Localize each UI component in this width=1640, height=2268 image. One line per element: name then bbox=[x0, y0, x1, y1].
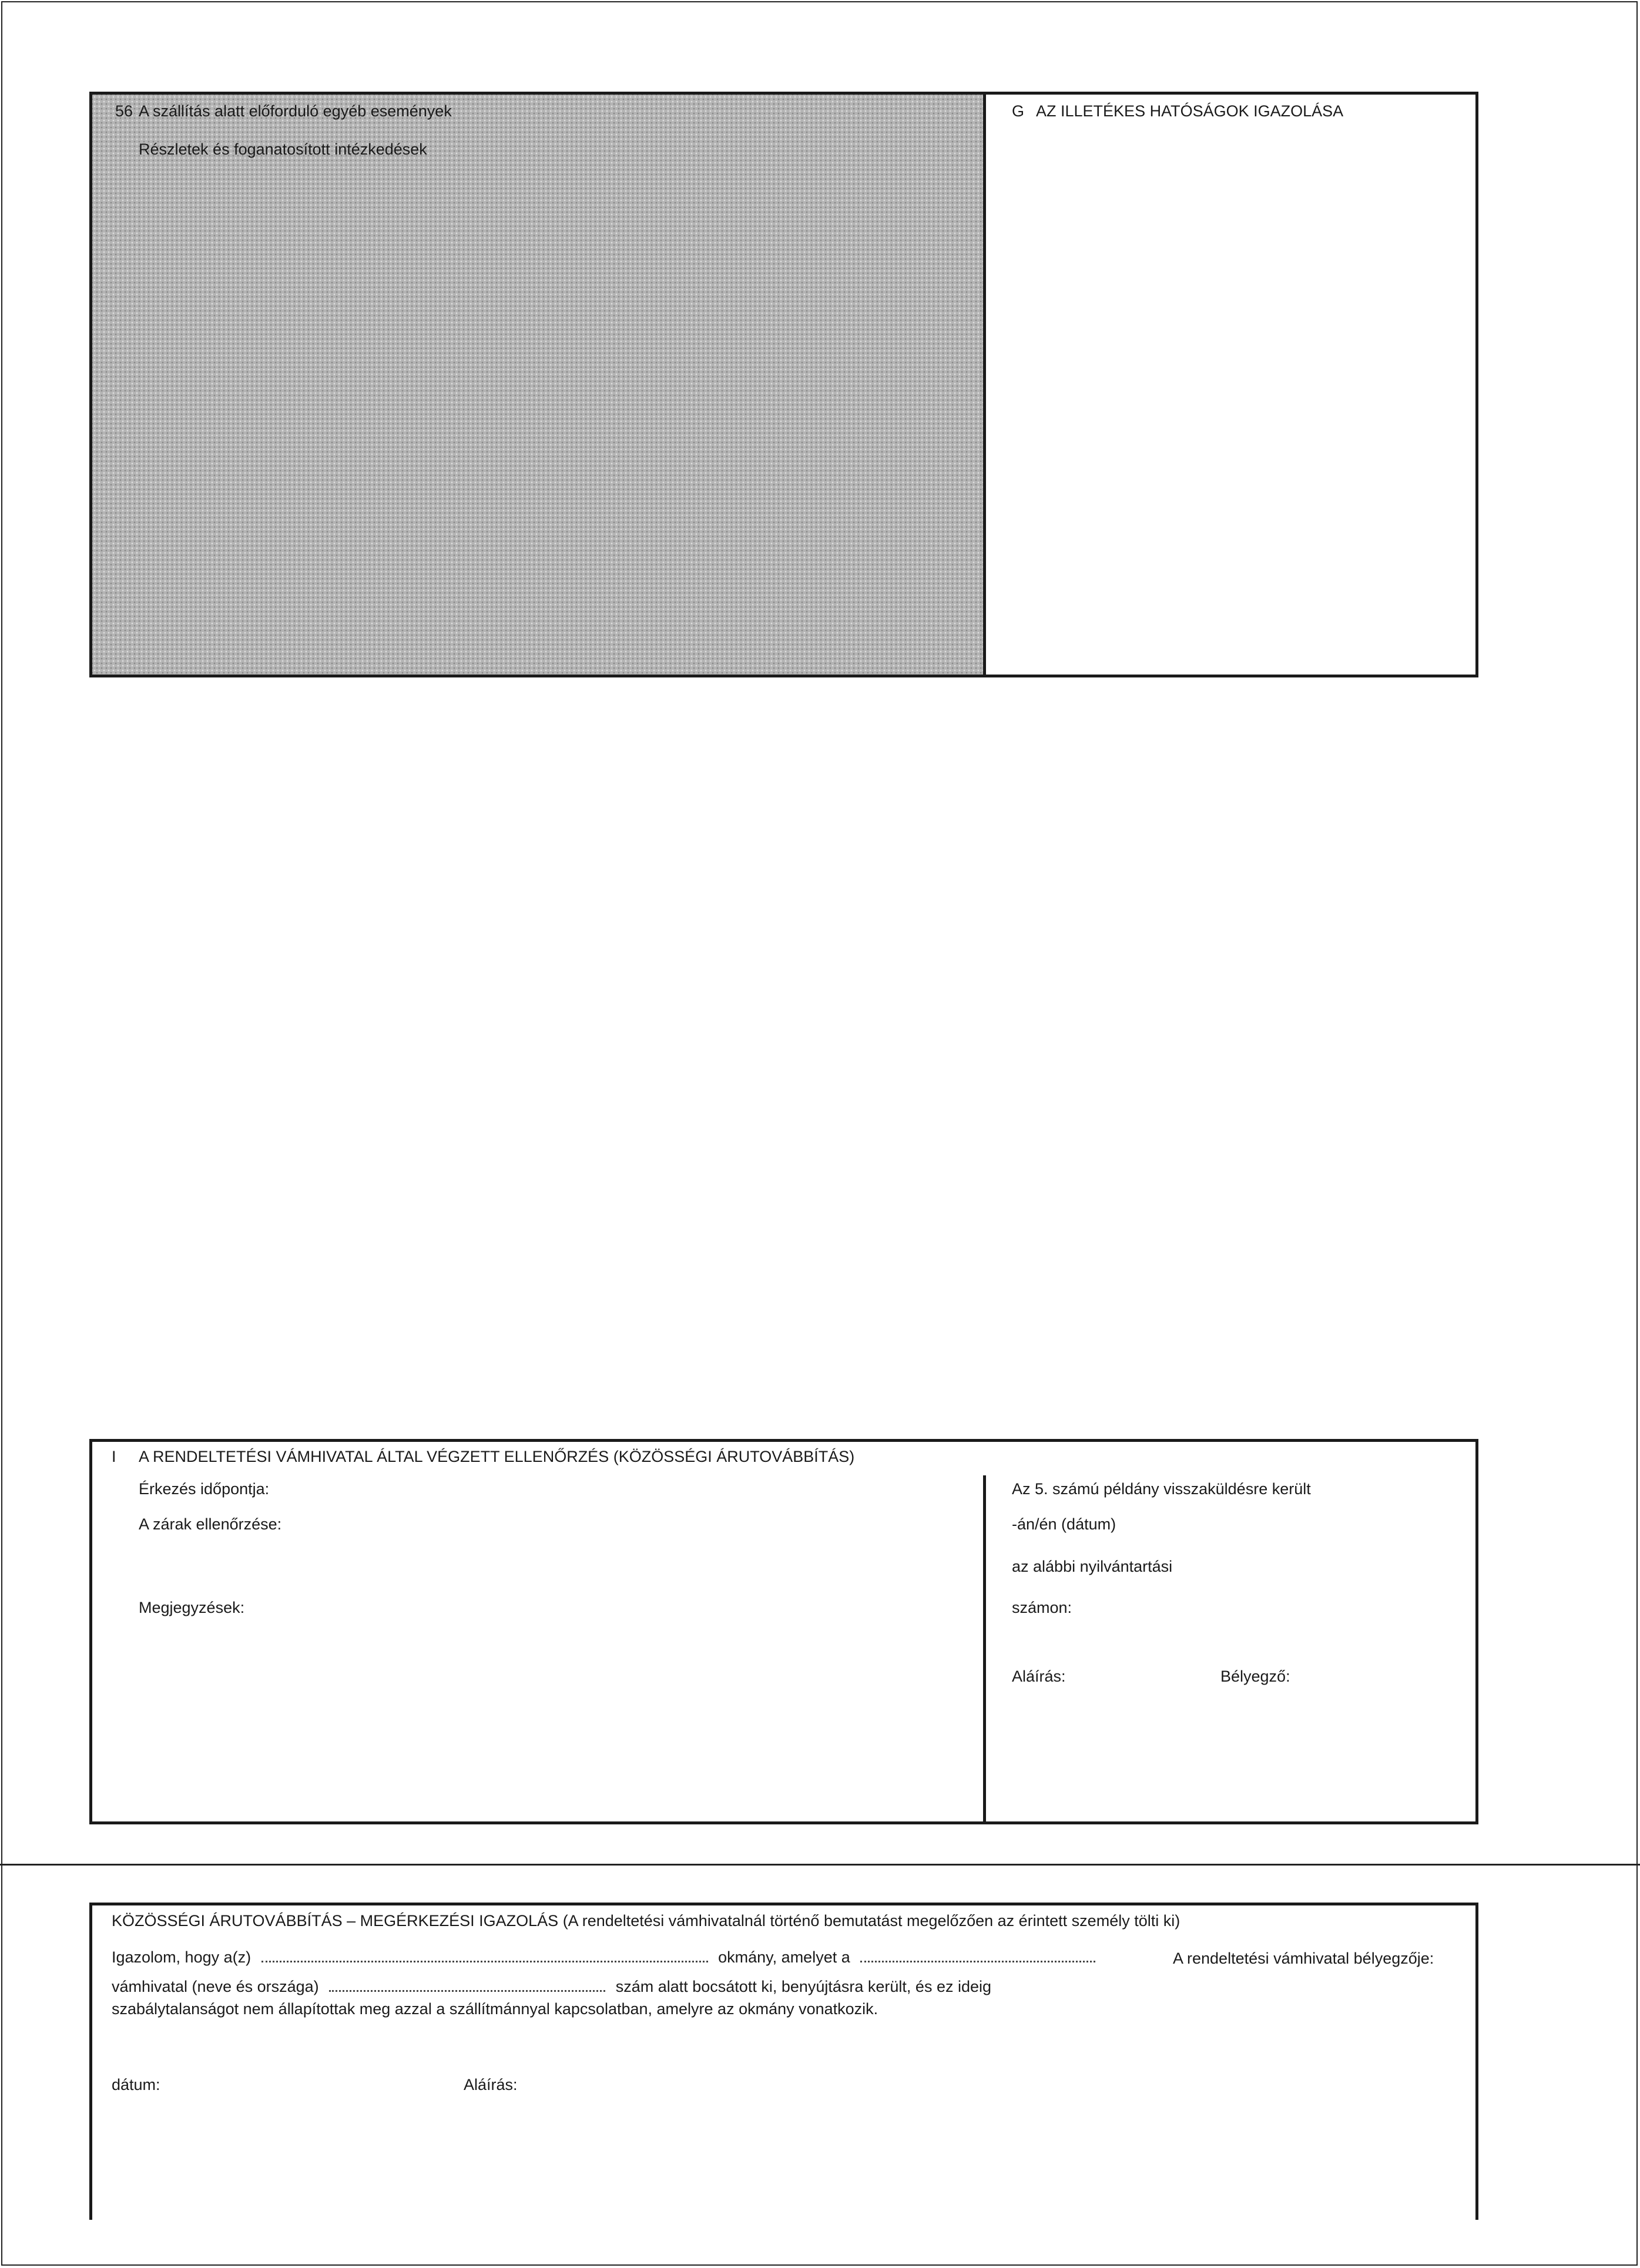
remarks-label: Megjegyzések: bbox=[139, 1599, 245, 1616]
box-i-signature-label: Aláírás: bbox=[1012, 1668, 1066, 1685]
box-56-title: A szállítás alatt előforduló egyéb események bbox=[139, 102, 452, 120]
issuing-authority-field[interactable] bbox=[860, 1961, 1095, 1962]
box-56-number: 56 bbox=[115, 102, 133, 120]
document-type-field[interactable] bbox=[261, 1961, 708, 1962]
box-56-shaded-area bbox=[92, 95, 984, 675]
return-date-label: -án/én (dátum) bbox=[1012, 1515, 1116, 1533]
box-g-letter: G bbox=[1012, 102, 1025, 120]
receipt-line1-start: Igazolom, hogy a(z) bbox=[112, 1948, 251, 1966]
receipt-date-label: dátum: bbox=[112, 2076, 160, 2093]
receipt-line2-end: szám alatt bocsátott ki, benyújtásra került, és ez ideig bbox=[615, 1978, 992, 1995]
box-56-subtitle: Részletek és foganatosított intézkedések bbox=[139, 140, 427, 158]
register-label: az alábbi nyilvántartási bbox=[1012, 1558, 1173, 1575]
receipt-title: KÖZÖSSÉGI ÁRUTOVÁBBÍTÁS – MEGÉRKEZÉSI IGAZOLÁS (A rendeltetési vámhivatalnál történő bemutatást megelőzően az érintett személy tölti ki) bbox=[112, 1912, 1180, 1930]
receipt-stamp-label: A rendeltetési vámhivatal bélyegzője: bbox=[1173, 1950, 1434, 1967]
box-56-g-divider bbox=[983, 92, 986, 677]
receipt-line1-mid: okmány, amelyet a bbox=[718, 1948, 850, 1966]
box-i-stamp-label: Bélyegző: bbox=[1220, 1668, 1290, 1685]
box-i-title: A RENDELTETÉSI VÁMHIVATAL ÁLTAL VÉGZETT ELLENŐRZÉS (KÖZÖSSÉGI ÁRUTOVÁBBÍTÁS) bbox=[139, 1448, 855, 1465]
receipt-line2-start: vámhivatal (neve és országa) bbox=[112, 1978, 319, 1995]
register-number-label: számon: bbox=[1012, 1599, 1072, 1616]
receipt-line-1 bbox=[112, 1948, 1075, 1967]
arrival-date-label: Érkezés időpontja: bbox=[139, 1480, 270, 1498]
box-i-divider bbox=[983, 1475, 986, 1824]
copy5-returned-label: Az 5. számú példány visszaküldésre került bbox=[1012, 1480, 1311, 1498]
receipt-signature-label: Aláírás: bbox=[464, 2076, 518, 2093]
seals-check-label: A zárak ellenőrzése: bbox=[139, 1515, 282, 1533]
receipt-line-3: szabálytalanságot nem állapítottak meg azzal a szállítmánnyal kapcsolatban, amelyre az okmány vonatkozik. bbox=[112, 2000, 878, 2018]
box-g-title: AZ ILLETÉKES HATÓSÁGOK IGAZOLÁSA bbox=[1036, 102, 1344, 120]
receipt-line-2 bbox=[112, 1978, 1075, 1996]
box-i-letter: I bbox=[112, 1448, 116, 1465]
tear-off-line bbox=[0, 1864, 1640, 1866]
office-country-field[interactable] bbox=[329, 1990, 605, 1992]
